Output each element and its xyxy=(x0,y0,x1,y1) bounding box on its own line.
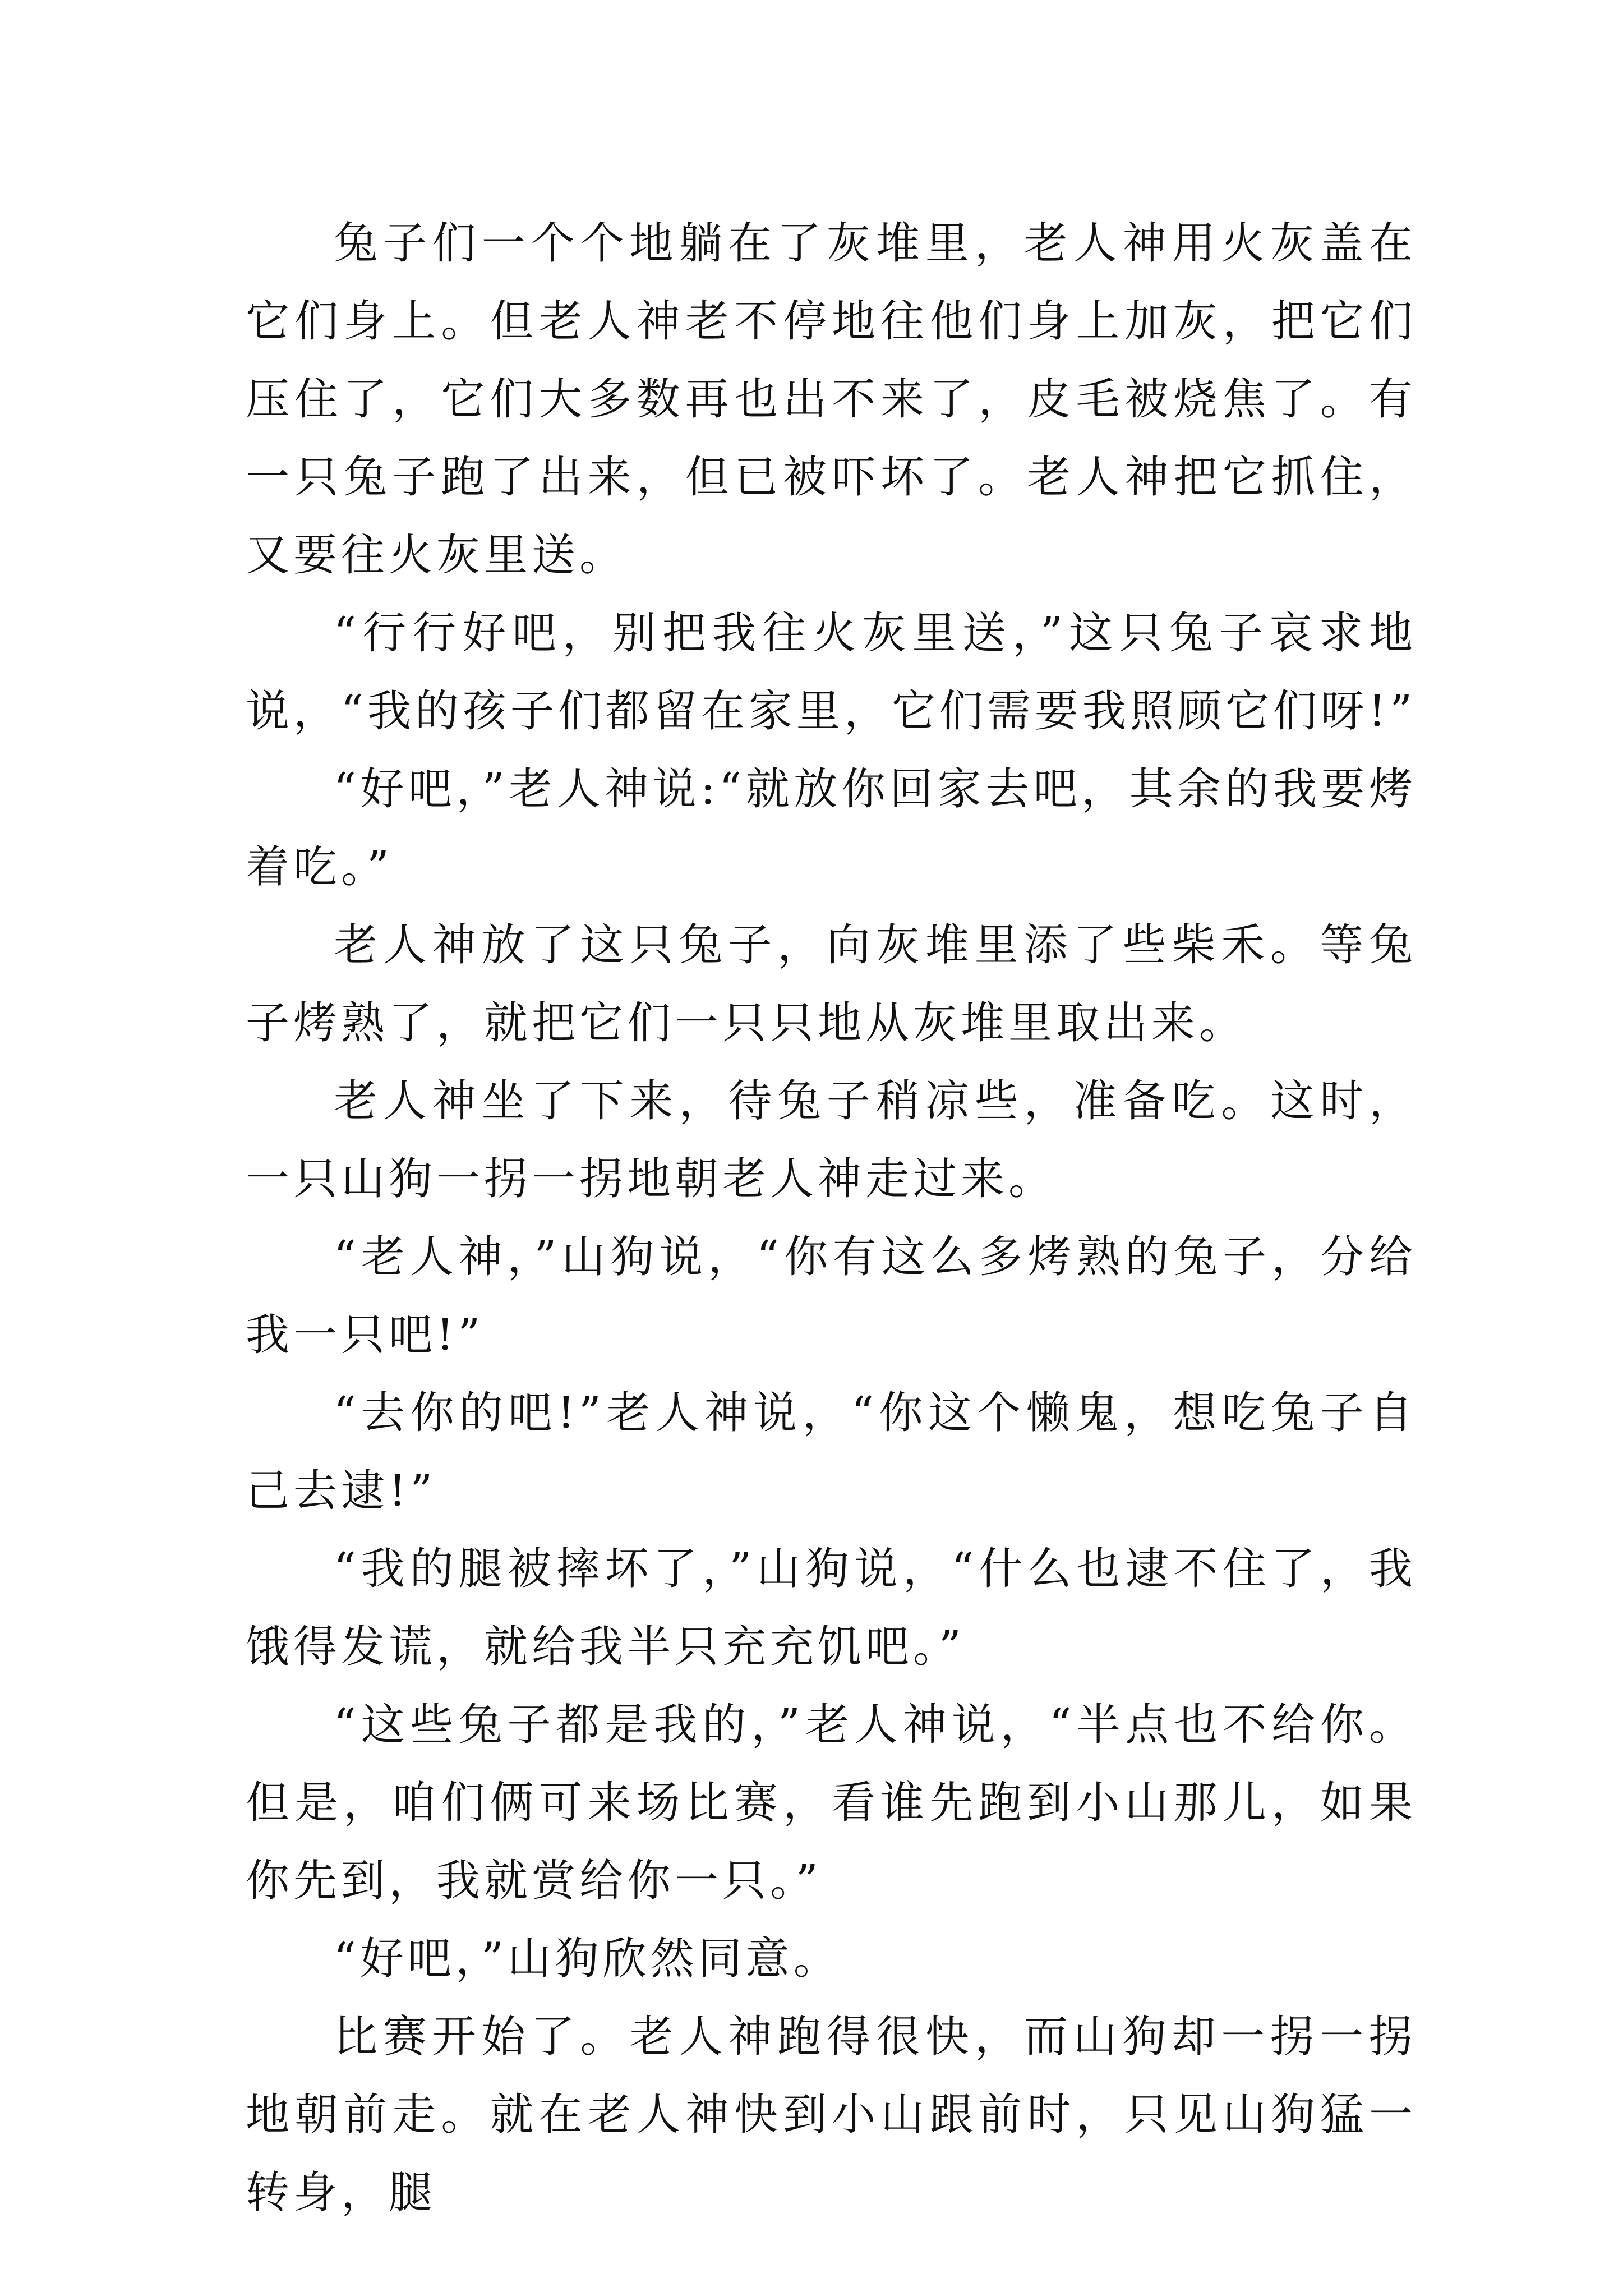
paragraph: “这些兔子都是我的，”老人神说，“半点也不给你。但是，咱们俩可来场比赛，看谁先跑到小山那儿，如果你先到，我就赏给你一只。” xyxy=(246,1700,1417,1906)
paragraph: “老人神，”山狗说，“你有这么多烤熟的兔子，分给我一只吧!” xyxy=(246,1232,1417,1360)
paragraph: “好吧，”老人神说:“就放你回家去吧，其余的我要烤着吃。” xyxy=(246,764,1417,892)
paragraph: “好吧，”山狗欣然同意。 xyxy=(334,1934,841,1984)
paragraph: “行行好吧，别把我往火灰里送，”这只兔子哀求地说，“我的孩子们都留在家里，它们需要我照顾它们呀!” xyxy=(246,608,1417,737)
paragraph: “我的腿被摔坏了，”山狗说，“什么也逮不住了，我饿得发谎，就给我半只充充饥吧。” xyxy=(246,1544,1417,1672)
paragraph: 兔子们一个个地躺在了灰堆里，老人神用火灰盖在它们身上。但老人神老不停地往他们身上加灰，把它们压住了，它们大多数再也出不来了，皮毛被烧焦了。有一只兔子跑了出来，但已被吓坏了。老人神把它抓住，又要往火灰里送。 xyxy=(246,218,1417,581)
paragraph: 老人神放了这只兔子，向灰堆里添了些柴禾。等兔子烤熟了，就把它们一只只地从灰堆里取出来。 xyxy=(246,920,1417,1048)
paragraph: 比赛开始了。老人神跑得很快，而山狗却一拐一拐地朝前走。就在老人神快到小山跟前时，只见山狗猛一转身，腿 xyxy=(246,2012,1417,2218)
paragraph: 老人神坐了下来，待兔子稍凉些，准备吃。这时，一只山狗一拐一拐地朝老人神走过来。 xyxy=(246,1076,1417,1204)
paragraph: “去你的吧!”老人神说，“你这个懒鬼，想吃兔子自己去逮!” xyxy=(246,1388,1417,1516)
story-text xyxy=(246,205,1417,2232)
